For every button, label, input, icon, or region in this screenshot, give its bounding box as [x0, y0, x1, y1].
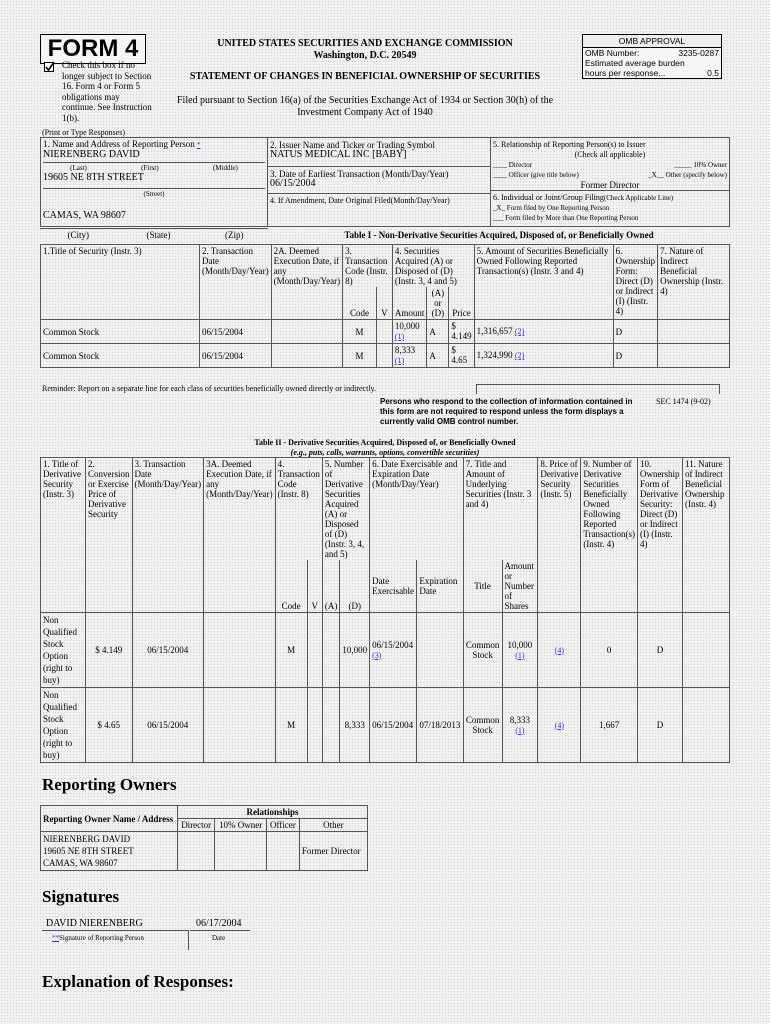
t2-h4: 4. Transaction Code (Instr. 8)	[275, 458, 322, 561]
t1-h4: 4. Securities Acquired (A) or Disposed of (D) (Instr. 3, 4 and 5)	[392, 245, 474, 288]
table2-title: Table II - Derivative Securities Acquired, Disposed of, or Beneficially Owned	[254, 438, 516, 447]
t2-h2: 2. Conversion or Exercise Price of Derivative Security	[86, 458, 133, 613]
officer-option: ____ Officer (give title below)	[493, 171, 579, 179]
t1-r0-owned: 1,316,657	[476, 326, 513, 336]
t2-sub-v: V	[307, 560, 322, 613]
form-title: FORM 4	[40, 34, 146, 64]
checkbox-text: Check this box if no longer subject to Section 16. Form 4 or Form 5 obligations may continue. See Instruction 1(b).	[62, 60, 152, 123]
ten-pct-option: _____ 10% Owner	[674, 161, 727, 169]
t1-r0-form: D	[613, 320, 658, 344]
owners-col-name: Reporting Owner Name / Address	[41, 806, 178, 832]
label-zip: (Zip)	[201, 229, 269, 242]
t1-h2a: 2A. Deemed Execution Date, if any (Month/Day/Year)	[271, 245, 343, 320]
reporting-fn-star[interactable]: *	[196, 141, 201, 149]
table2	[40, 457, 730, 763]
t1-r1-owned: 1,324,990	[476, 350, 513, 360]
reporting-person-table	[40, 137, 730, 227]
t2-h5: 5. Number of Derivative Securities Acquired (A) or Disposed of (D) (Instr. 3, 4, and 5)	[322, 458, 369, 561]
checkbox-icon[interactable]	[44, 60, 56, 72]
persons-notice: Persons who respond to the collection of information contained in this form are not required to respond unless the form displays a currently valid OMB control number.	[380, 397, 633, 426]
signatures-heading: Signatures	[42, 887, 120, 906]
owners-table	[40, 805, 368, 871]
filing-note: (Check Applicable Line)	[603, 194, 674, 202]
relationship-cell	[491, 138, 730, 227]
table-row	[41, 688, 730, 763]
omb-number-label: OMB Number:	[585, 48, 640, 58]
t2-h8: 8. Price of Derivative Security (Instr. 5)	[538, 458, 581, 613]
reporting-city: CAMAS, WA 98607	[43, 210, 126, 221]
table-row	[41, 320, 730, 344]
t1-r0-date: 06/15/2004	[200, 320, 272, 344]
t1-r0-amount: 10,000	[394, 321, 420, 331]
t1-h5: 5. Amount of Securities Beneficially Owned Following Reported Transaction(s) (Instr. 3 and 4)	[474, 245, 613, 320]
explanation-heading: Explanation of Responses:	[42, 972, 234, 991]
signature-label: Signature of Reporting Person	[59, 934, 144, 942]
t1-r1-price: 4.65	[451, 355, 468, 365]
t2-r1-code: M	[275, 688, 307, 763]
t2-sub-exercisable: Date Exercisable	[370, 560, 417, 613]
t2-r0-title: Non Qualified Stock Option (right to buy)	[41, 613, 86, 688]
reminder-text: Reminder: Report on a separate line for each class of securities beneficially owned directly or indirectly.	[42, 384, 377, 393]
check-all-label: (Check all applicable)	[574, 150, 646, 159]
t1-h6: 6. Ownership Form: Direct (D) or Indirect (I) (Instr. 4)	[613, 245, 658, 320]
table-row	[41, 613, 730, 688]
owner-other: Former Director	[299, 832, 367, 871]
t1-r1-form: D	[613, 344, 658, 368]
t1-r1-date: 06/15/2004	[200, 344, 272, 368]
omb-number-value: 3235-0287	[678, 48, 719, 58]
relationship-label: 5. Relationship of Reporting Person(s) to Issuer	[493, 140, 646, 149]
reporting-street: 19605 NE 8TH STREET	[43, 172, 144, 183]
filed-pursuant-line1: Filed pursuant to Section 16(a) of the Securities Exchange Act of 1934 or Section 30(h) of the	[176, 95, 554, 106]
label-state: (State)	[117, 229, 201, 242]
t2-h3: 3. Transaction Date (Month/Day/Year)	[132, 458, 204, 613]
reporting-name: NIERENBERG DAVID	[43, 149, 140, 160]
t1-h7: 7. Nature of Indirect Beneficial Ownership (Instr. 4)	[658, 245, 730, 320]
t1-r0-title: Common Stock	[41, 320, 200, 344]
owners-col-ten: 10% Owner	[215, 819, 267, 832]
signature-date: 06/17/2004	[196, 918, 242, 929]
filing-one: _X_ Form filed by One Reporting Person	[493, 204, 610, 212]
owners-col-officer: Officer	[266, 819, 299, 832]
t2-r0-owned: 0	[581, 613, 638, 688]
t1-sub-code: Code	[343, 287, 377, 320]
t2-r1-title: Non Qualified Stock Option (right to buy)	[41, 688, 86, 763]
label-street: (Street)	[43, 188, 265, 199]
owner-street: 19605 NE 8TH STREET	[43, 846, 134, 856]
filed-pursuant-line2: Investment Company Act of 1940	[297, 107, 433, 118]
t2-sub-a: (A)	[322, 560, 340, 613]
t2-r0-d: 10,000	[340, 613, 370, 688]
t1-sub-v: V	[376, 287, 392, 320]
t1-sub-price: Price	[449, 287, 474, 320]
t2-r1-form: D	[637, 688, 682, 763]
reporting-label-1: 1. Name and Address of Reporting Person	[43, 139, 195, 149]
t2-sub-d: (D)	[340, 560, 370, 613]
t2-r0-date: 06/15/2004	[132, 613, 204, 688]
earliest-date-label: 3. Date of Earliest Transaction (Month/Day/Year)	[270, 169, 449, 179]
owners-heading: Reporting Owners	[42, 775, 177, 794]
label-first: (First)	[141, 164, 159, 172]
t1-sub-aord: (A) or (D)	[427, 287, 449, 320]
print-type-note: (Print or Type Responses)	[42, 128, 126, 137]
t2-r0-ul-amount: 10,000	[507, 639, 533, 650]
t2-r1-d: 8,333	[340, 688, 370, 763]
t1-r1-title: Common Stock	[41, 344, 200, 368]
t1-r1-code: M	[343, 344, 377, 368]
t1-r0-code: M	[343, 320, 377, 344]
agency-name: UNITED STATES SECURITIES AND EXCHANGE COMMISSION	[217, 38, 513, 49]
t2-h1: 1. Title of Derivative Security (Instr. 3)	[41, 458, 86, 613]
sec-code: SEC 1474 (9-02)	[656, 397, 711, 406]
owners-col-other: Other	[299, 819, 367, 832]
amendment-label: 4. If Amendment, Date Original Filed(Month/Day/Year)	[270, 196, 450, 205]
t2-r0-form: D	[637, 613, 682, 688]
t1-r1-owned-fn[interactable]: (2)	[514, 351, 525, 360]
table-row	[41, 344, 730, 368]
t1-r0-owned-fn[interactable]: (2)	[514, 327, 525, 336]
director-option: ____ Director	[493, 161, 533, 169]
label-city: (City)	[40, 229, 117, 242]
t2-h9: 9. Number of Derivative Securities Beneficially Owned Following Reported Transaction(s) (Instr. 4)	[581, 458, 638, 613]
t1-sub-amount: Amount	[392, 287, 427, 320]
t1-r1-aord: A	[427, 344, 449, 368]
t2-r1-price: $ 4.65	[86, 688, 133, 763]
t2-r1-ul-amount: 8,333	[509, 714, 531, 725]
t2-r1-owned: 1,667	[581, 688, 638, 763]
omb-title: OMB APPROVAL	[583, 35, 721, 48]
t2-r0-exercisable: 06/15/2004	[372, 639, 414, 650]
relationship-title: Former Director	[580, 180, 640, 190]
t2-r0-deriv-fn[interactable]: (4)	[554, 645, 564, 655]
owner-name: NIERENBERG DAVID	[43, 834, 131, 844]
t2-sub-expiration: Expiration Date	[417, 560, 463, 613]
t2-sub-amount: Amount or Number of Shares	[502, 560, 538, 613]
t2-r0-price: $ 4.149	[86, 613, 133, 688]
table1-title: Table I - Non-Derivative Securities Acquired, Disposed of, or Beneficially Owned	[344, 230, 654, 240]
t2-h6: 6. Date Exercisable and Expiration Date (Month/Day/Year)	[370, 458, 464, 561]
t1-r0-amount-fn[interactable]: (1)	[394, 332, 405, 341]
issuer-name: NATUS MEDICAL INC [BABY]	[270, 149, 407, 160]
city-state-zip-row	[40, 228, 268, 241]
table2-subtitle: (e.g., puts, calls, warrants, options, convertible securities)	[290, 448, 480, 457]
t1-r0-price-sym: $	[451, 321, 456, 331]
t2-sub-code: Code	[275, 560, 307, 613]
filing-more: ___ Form filed by More than One Reporting Person	[493, 214, 639, 222]
t2-sub-title: Title	[463, 560, 502, 613]
omb-approval-box	[582, 34, 722, 79]
other-option: _X__ Other (specify below)	[648, 171, 727, 179]
t1-r0-price: 4.149	[451, 331, 472, 341]
signature-date-label: Date	[212, 934, 226, 942]
reporting-person-cell	[41, 138, 268, 227]
t1-h2: 2. Transaction Date (Month/Day/Year)	[200, 245, 272, 320]
t1-h3: 3. Transaction Code (Instr. 8)	[343, 245, 393, 288]
owners-col-relationships: Relationships	[178, 806, 368, 819]
issuer-label: 2. Issuer Name and Ticker or Trading Symbol	[270, 140, 435, 150]
label-middle: (Middle)	[212, 164, 238, 172]
t1-r1-price-sym: $	[451, 345, 456, 355]
t2-r1-expiration: 07/18/2013	[417, 688, 463, 763]
owners-col-director: Director	[178, 819, 215, 832]
t1-h1: 1.Title of Security (Instr. 3)	[41, 245, 200, 320]
omb-hours-value: 0.5	[707, 68, 719, 78]
t1-r0-aord: A	[427, 320, 449, 344]
owner-city: CAMAS, WA 98607	[43, 858, 118, 868]
t2-r1-date: 06/15/2004	[132, 688, 204, 763]
omb-hours-label: hours per response...	[585, 68, 666, 78]
table1	[40, 244, 730, 368]
signature-name: DAVID NIERENBERG	[46, 918, 143, 929]
statement-title: STATEMENT OF CHANGES IN BENEFICIAL OWNERSHIP OF SECURITIES	[189, 71, 541, 82]
t2-r1-exercisable: 06/15/2004	[370, 688, 417, 763]
t2-r1-ul-title: Common Stock	[463, 688, 502, 763]
t2-r1-ul-fn[interactable]: (1)	[515, 725, 525, 735]
t2-h11: 11. Nature of Indirect Beneficial Ownership (Instr. 4)	[682, 458, 729, 613]
t2-r0-code: M	[275, 613, 307, 688]
filing-label: 6. Individual or Joint/Group Filing	[493, 193, 604, 202]
t2-r0-ul-fn[interactable]: (1)	[515, 650, 525, 660]
t2-h3a: 3A. Deemed Execution Date, if any (Month/Day/Year)	[204, 458, 276, 613]
t1-r1-amount-fn[interactable]: (1)	[394, 356, 405, 365]
omb-burden-label: Estimated average burden	[585, 58, 685, 68]
t2-r0-expiration	[417, 613, 463, 688]
t2-h7: 7. Title and Amount of Underlying Securities (Instr. 3 and 4)	[463, 458, 538, 561]
t2-r0-exercisable-fn[interactable]: (3)	[372, 650, 382, 660]
t2-r0-ul-title: Common Stock	[463, 613, 502, 688]
t2-h10: 10. Ownership Form of Derivative Security: Direct (D) or Indirect (I) (Instr. 4)	[637, 458, 682, 613]
label-last: (Last)	[70, 164, 87, 172]
signature-fn[interactable]: **	[52, 934, 59, 942]
agency-location: Washington, D.C. 20549	[313, 50, 417, 61]
issuer-cell	[268, 138, 491, 227]
t2-r1-deriv-fn[interactable]: (4)	[554, 720, 564, 730]
t1-r1-amount: 8,333	[394, 345, 416, 355]
earliest-date: 06/15/2004	[270, 178, 316, 189]
